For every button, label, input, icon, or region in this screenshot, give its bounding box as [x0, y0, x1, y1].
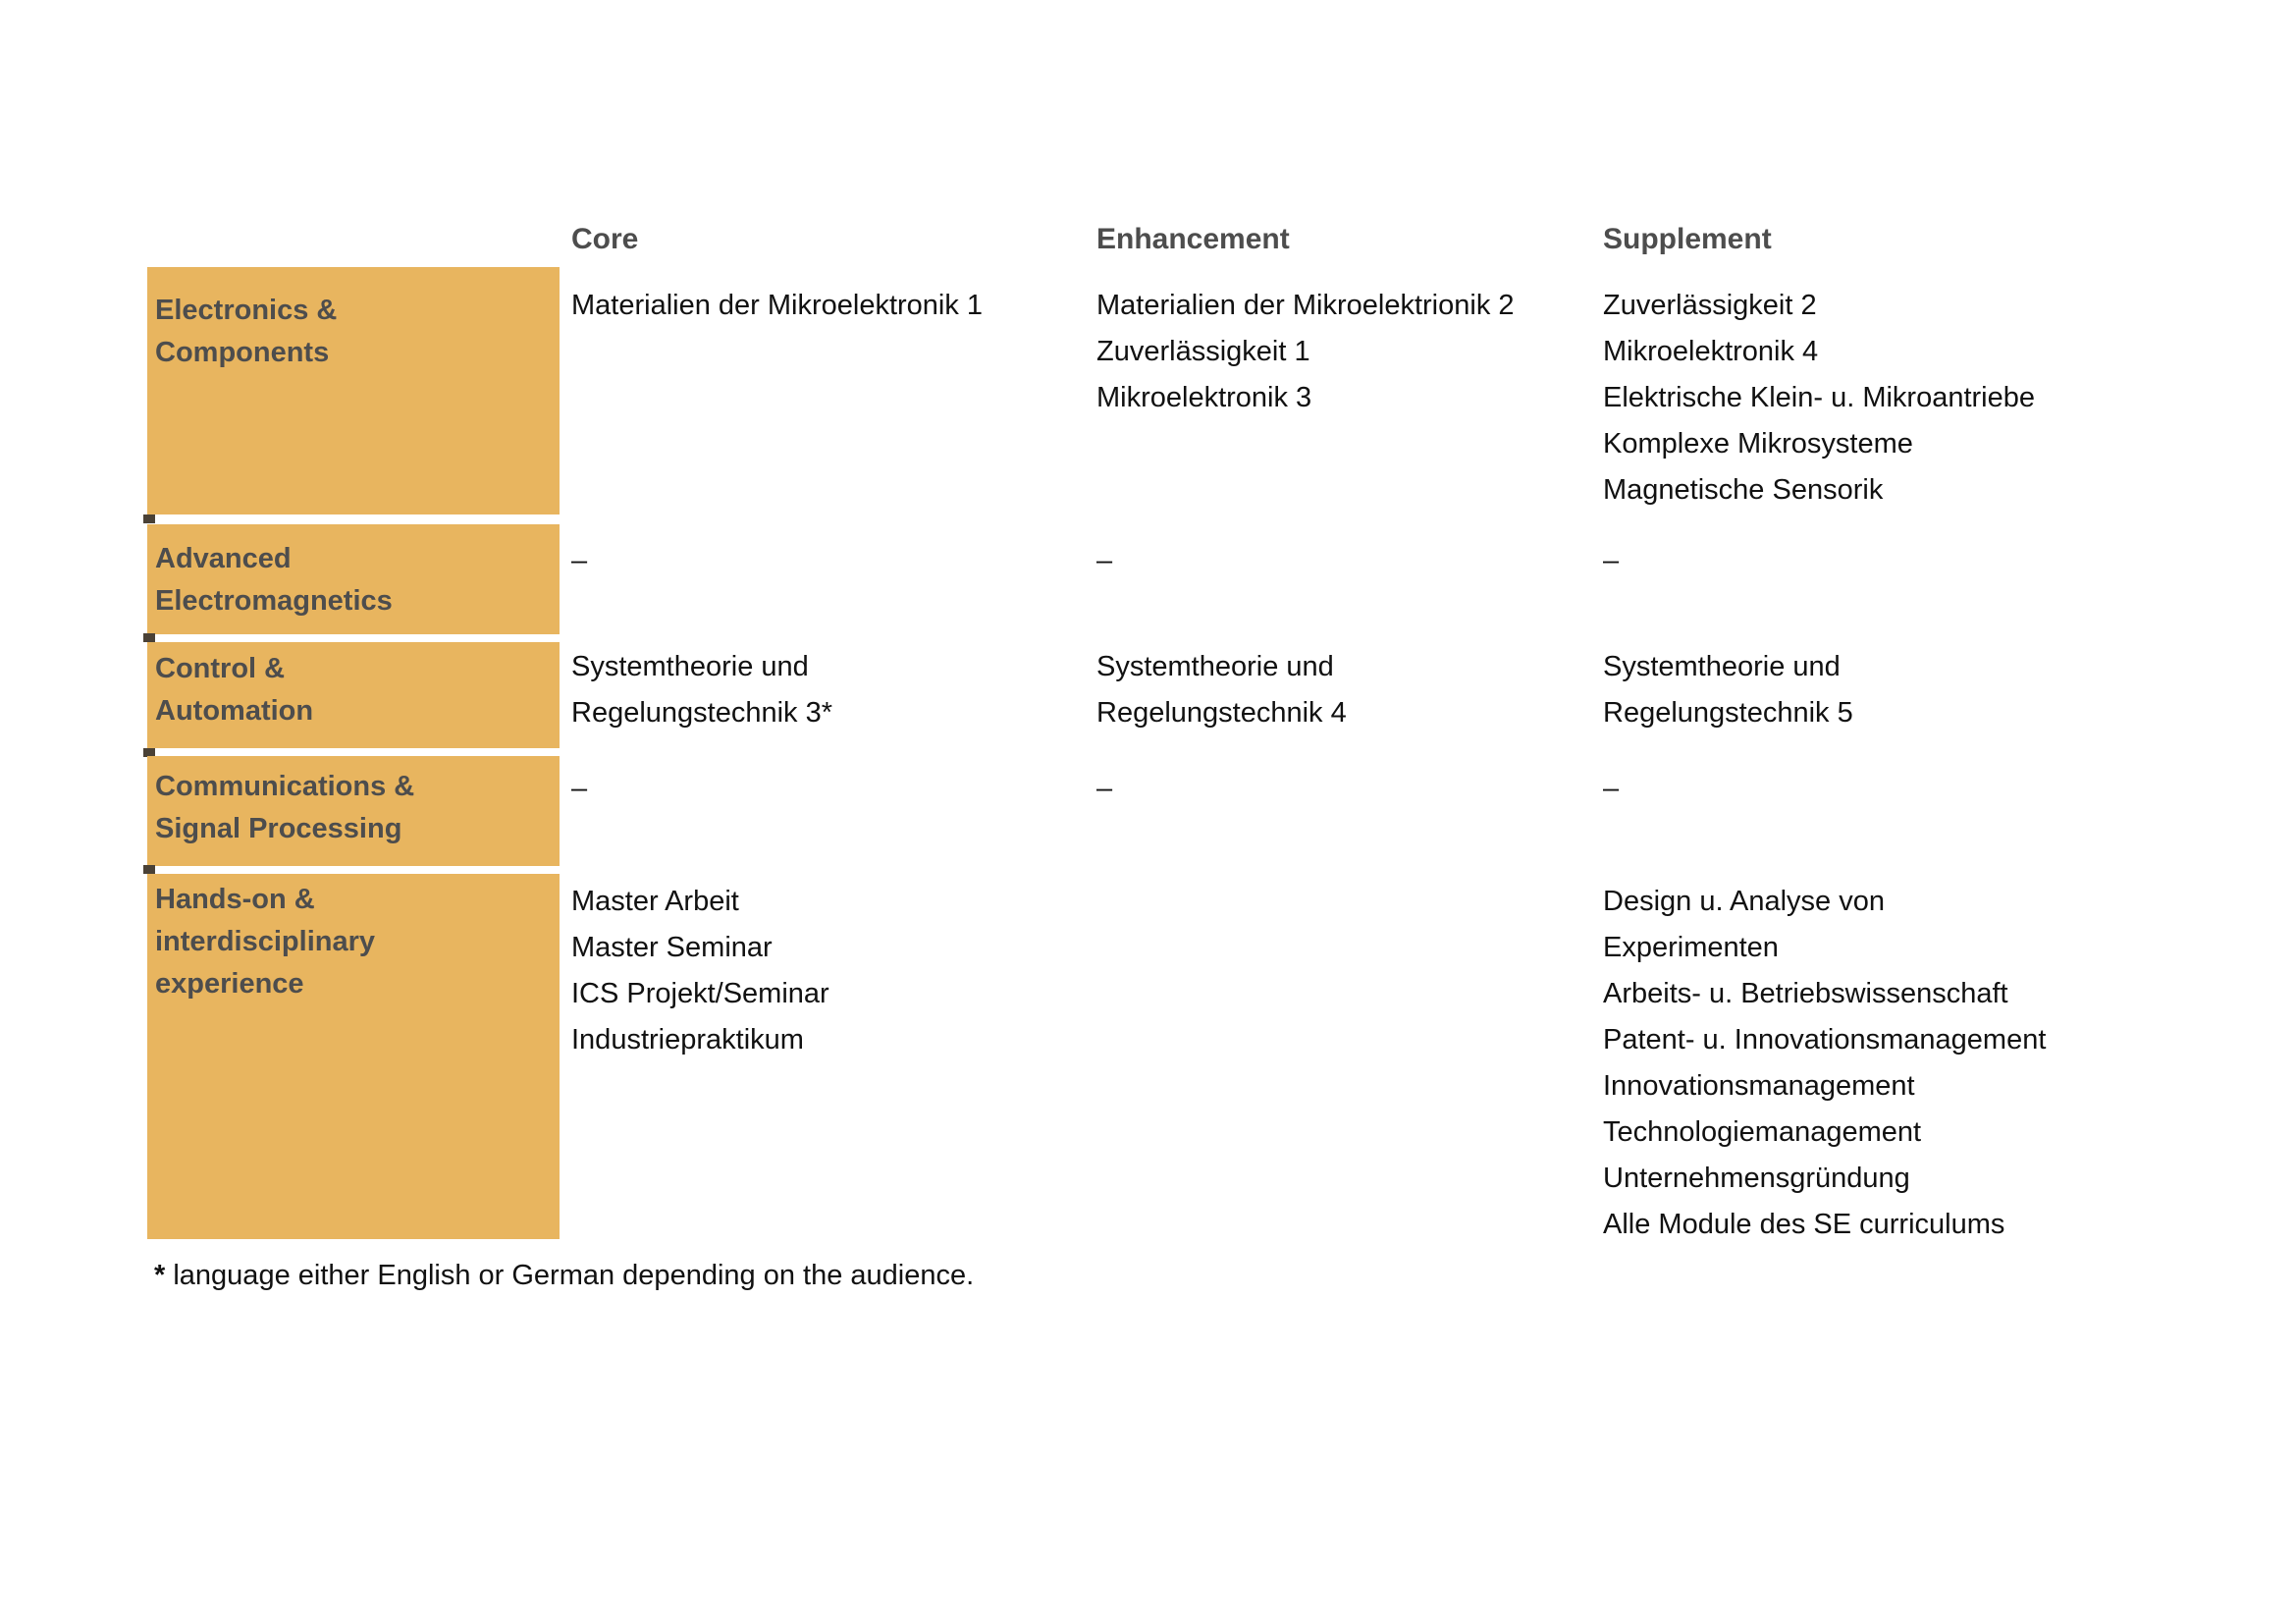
course-item: Mikroelektronik 3: [1096, 382, 1312, 413]
core-cell-communications: [571, 766, 1087, 812]
footnote-text: language either English or German depending on the audience.: [165, 1260, 975, 1291]
course-item: Regelungstechnik 3*: [571, 697, 833, 729]
category-label-line: Automation: [155, 695, 314, 727]
course-item: Alle Module des SE curriculums: [1603, 1209, 2005, 1240]
enhancement-cell-communications: [1096, 766, 1592, 812]
footnote-marker: *: [154, 1260, 166, 1291]
course-item: Systemtheorie und: [1603, 651, 1841, 682]
cell-corner-notch: [143, 865, 155, 874]
enhancement-cell-electromagnetics: [1096, 538, 1592, 584]
category-cell-communications-signal: [147, 756, 560, 866]
category-label-line: Components: [155, 337, 330, 368]
core-cell-electromagnetics: [571, 538, 1087, 584]
category-cell-control-automation: [147, 642, 560, 748]
course-item: Patent- u. Innovationsmanagement: [1603, 1024, 2047, 1056]
category-cell-hands-on: [147, 874, 560, 1239]
course-item: Elektrische Klein- u. Mikroantriebe: [1603, 382, 2036, 413]
category-label-line: Advanced: [155, 543, 292, 574]
category-label-line: Electromagnetics: [155, 585, 393, 617]
core-cell-hands-on: [571, 879, 1087, 1063]
column-header-enhancement: Enhancement: [1096, 223, 1290, 255]
category-label-line: experience: [155, 968, 304, 1000]
core-cell-control: [571, 644, 1087, 736]
course-item: Materialien der Mikroelektronik 1: [571, 290, 984, 321]
category-label-line: Signal Processing: [155, 813, 402, 844]
course-item: Komplexe Mikrosysteme: [1603, 428, 1913, 460]
cell-corner-notch: [143, 514, 155, 523]
enhancement-cell-control: [1096, 644, 1592, 736]
column-header-supplement: Supplement: [1603, 223, 1772, 255]
course-item: Systemtheorie und: [571, 651, 809, 682]
course-item: ICS Projekt/Seminar: [571, 978, 829, 1009]
course-item: Innovationsmanagement: [1603, 1070, 1915, 1102]
supplement-cell-control: [1603, 644, 2280, 736]
course-item: Regelungstechnik 5: [1603, 697, 1853, 729]
course-item: Design u. Analyse von: [1603, 886, 1885, 917]
supplement-cell-electromagnetics: [1603, 538, 2280, 584]
course-item: Magnetische Sensorik: [1603, 474, 1884, 506]
empty-dash: –: [1096, 773, 1113, 804]
enhancement-cell-electronics: [1096, 283, 1592, 421]
category-cell-electronics-components: [147, 267, 560, 514]
course-item: Experimenten: [1603, 932, 1779, 963]
course-item: Master Seminar: [571, 932, 773, 963]
supplement-cell-hands-on: [1603, 879, 2280, 1248]
course-item: Zuverlässigkeit 2: [1603, 290, 1817, 321]
category-cell-advanced-electromagnetics: [147, 524, 560, 634]
course-item: Materialien der Mikroelektrionik 2: [1096, 290, 1515, 321]
supplement-cell-communications: [1603, 766, 2280, 812]
empty-dash: –: [1603, 545, 1620, 576]
course-item: Master Arbeit: [571, 886, 739, 917]
footnote: [154, 1256, 974, 1295]
category-label-line: interdisciplinary: [155, 926, 376, 957]
empty-dash: –: [1603, 773, 1620, 804]
course-item: Industriepraktikum: [571, 1024, 804, 1056]
category-label-line: Hands-on &: [155, 884, 315, 915]
course-item: Systemtheorie und: [1096, 651, 1334, 682]
course-item: Technologiemanagement: [1603, 1116, 1922, 1148]
category-label-line: Communications &: [155, 771, 415, 802]
supplement-cell-electronics: [1603, 283, 2280, 514]
course-item: Zuverlässigkeit 1: [1096, 336, 1310, 367]
category-label-line: Control &: [155, 653, 286, 684]
course-item: Regelungstechnik 4: [1096, 697, 1347, 729]
course-item: Unternehmensgründung: [1603, 1163, 1910, 1194]
empty-dash: –: [1096, 545, 1113, 576]
course-item: Mikroelektronik 4: [1603, 336, 1819, 367]
empty-dash: –: [571, 545, 588, 576]
course-item: Arbeits- u. Betriebswissenschaft: [1603, 978, 2008, 1009]
column-header-core: Core: [571, 223, 639, 255]
empty-dash: –: [571, 773, 588, 804]
category-label-line: Electronics &: [155, 295, 338, 326]
cell-corner-notch: [143, 633, 155, 642]
core-cell-electronics: [571, 283, 1087, 329]
